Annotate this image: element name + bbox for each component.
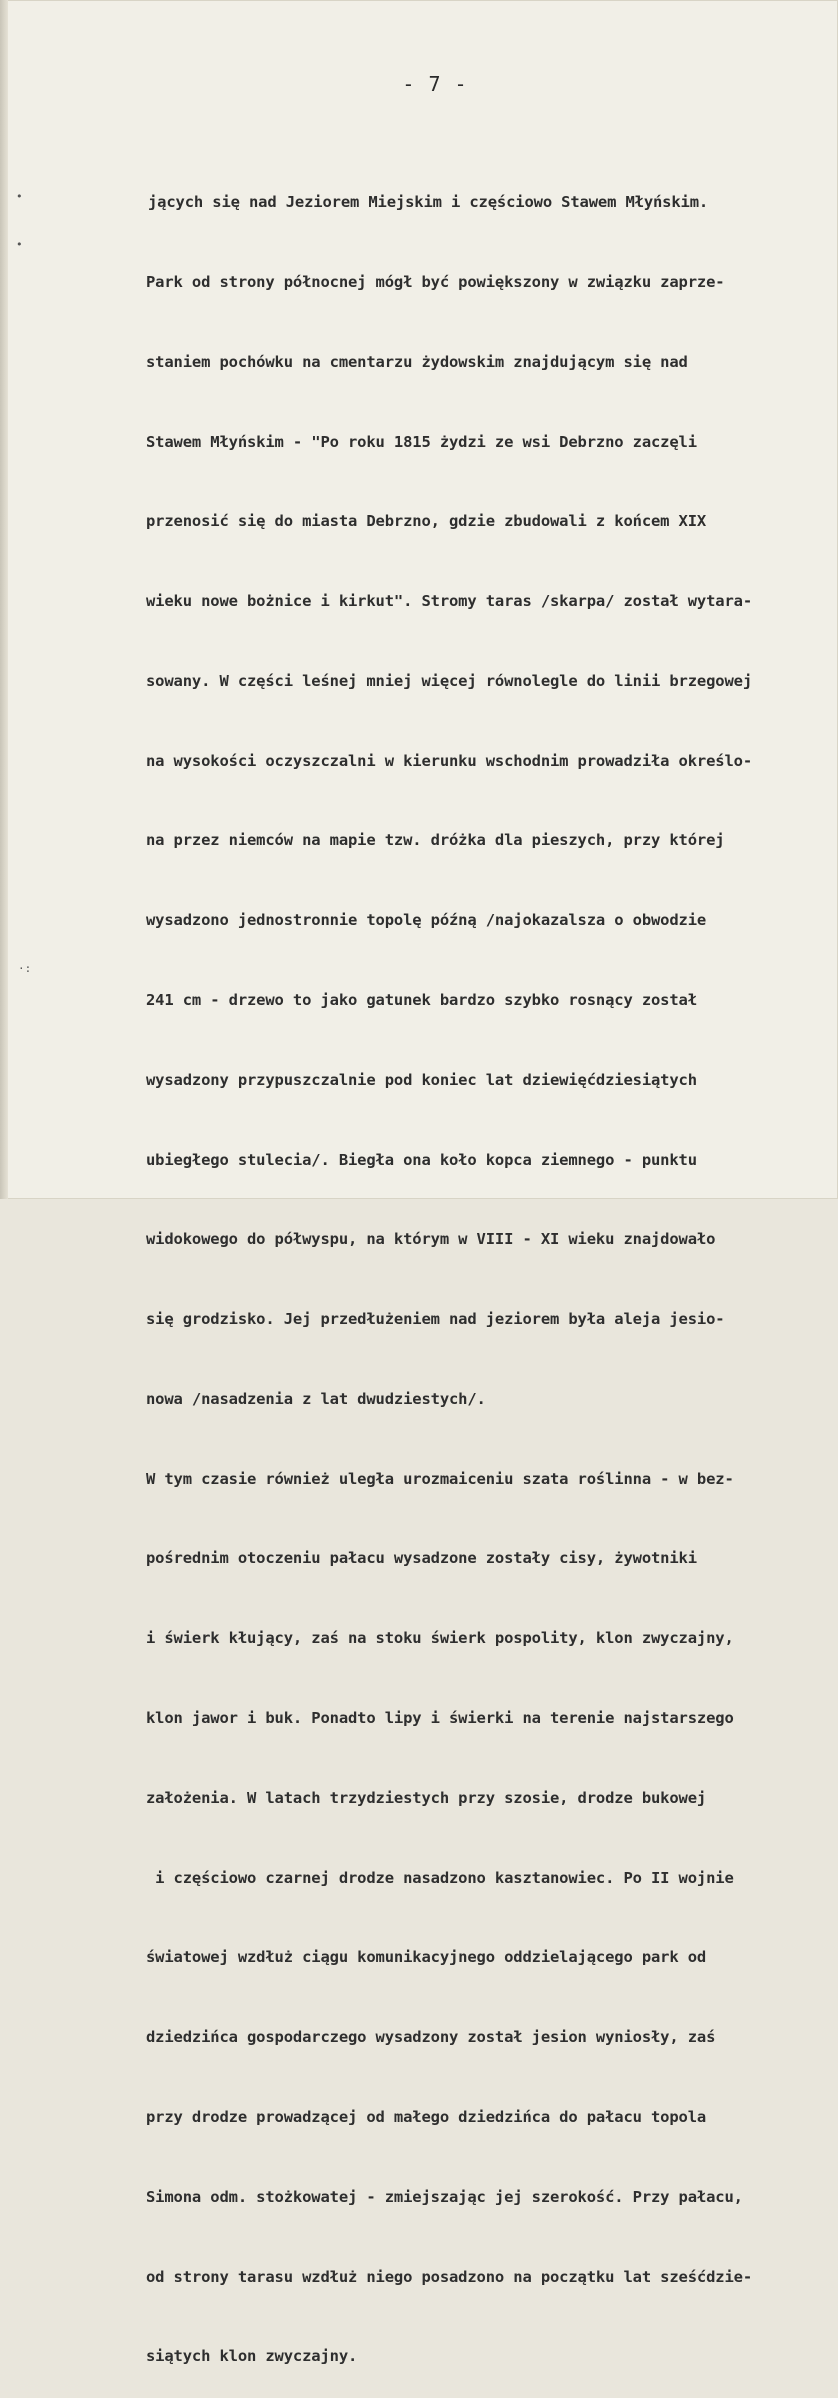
text-line: i częściowo czarnej drodze nasadzono kasztanowiec. Po II wojnie xyxy=(146,1868,734,1887)
text-line: Simona odm. stożkowatej - zmiejszając jej szerokość. Przy pałacu, xyxy=(146,2187,743,2206)
text-line: Stawem Młyńskim - "Po roku 1815 żydzi ze wsi Debrzno zaczęli xyxy=(146,432,697,451)
text-line: 241 cm - drzewo to jako gatunek bardzo szybko rosnący został xyxy=(146,991,697,1009)
text-line: przenosić się do miasta Debrzno, gdzie zbudowali z końcem XIX xyxy=(146,512,707,531)
text-line: wysadzony przypuszczalnie pod koniec lat dziewięćdziesiątych xyxy=(146,1070,697,1089)
text-line: nowa /nasadzenia z lat dwudziestych/. xyxy=(146,1389,486,1408)
text-line: się grodzisko. Jej przedłużeniem nad jeziorem była aleja jesio- xyxy=(146,1310,725,1329)
scan-edge xyxy=(0,0,8,1199)
body-text xyxy=(146,136,822,2398)
text-line: klon jawor i buk. Ponadto lipy i świerki na terenie najstarszego xyxy=(146,1709,734,1728)
text-line: sowany. W części leśnej mniej więcej równolegle do linii brzegowej xyxy=(146,671,752,690)
text-line: światowej wzdłuż ciągu komunikacyjnego oddzielającego park od xyxy=(146,1948,707,1967)
page-number: - 7 - xyxy=(402,72,468,96)
text-line: od strony tarasu wzdłuż niego posadzono na początku lat sześćdzie- xyxy=(146,2267,752,2286)
text-line: wieku nowe bożnice i kirkut". Stromy taras /skarpa/ został wytara- xyxy=(146,592,752,611)
text-line: ubiegłego stulecia/. Biegła ona koło kopca ziemnego - punktu xyxy=(146,1150,697,1169)
text-line: Park od strony północnej mógł być powiększony w związku zaprze- xyxy=(146,272,725,291)
text-line: przy drodze prowadzącej od małego dziedzińca do pałacu topola xyxy=(146,2107,707,2126)
scan-speck: ·: xyxy=(18,962,32,975)
text-line: na wysokości oczyszczalni w kierunku wschodnim prowadziła określo- xyxy=(146,751,752,770)
text-line: W tym czasie również uległa urozmaiceniu szata roślinna - w bez- xyxy=(146,1469,734,1488)
scan-speck: • xyxy=(16,238,23,251)
text-line: pośrednim otoczeniu pałacu wysadzone zostały cisy, żywotniki xyxy=(146,1549,697,1568)
text-line: siątych klon zwyczajny. xyxy=(146,2347,358,2366)
text-line: staniem pochówku na cmentarzu żydowskim znajdującym się nad xyxy=(146,352,688,371)
text-line: widokowego do półwyspu, na którym w VIII - XI wieku znajdowało xyxy=(146,1230,716,1249)
text-line: wysadzono jednostronnie topolę późną /najokazalsza o obwodzie xyxy=(146,911,707,930)
scan-speck: • xyxy=(16,190,23,203)
text-line: dziedzińca gospodarczego wysadzony został jesion wyniosły, zaś xyxy=(146,2028,716,2047)
text-line: jących się nad Jeziorem Miejskim i częściowo Stawem Młyńskim. xyxy=(148,193,709,212)
text-line: i świerk kłujący, zaś na stoku świerk pospolity, klon zwyczajny, xyxy=(146,1629,734,1648)
text-line: założenia. W latach trzydziestych przy szosie, drodze bukowej xyxy=(146,1788,707,1807)
text-line: na przez niemców na mapie tzw. dróżka dla pieszych, przy której xyxy=(146,831,725,850)
